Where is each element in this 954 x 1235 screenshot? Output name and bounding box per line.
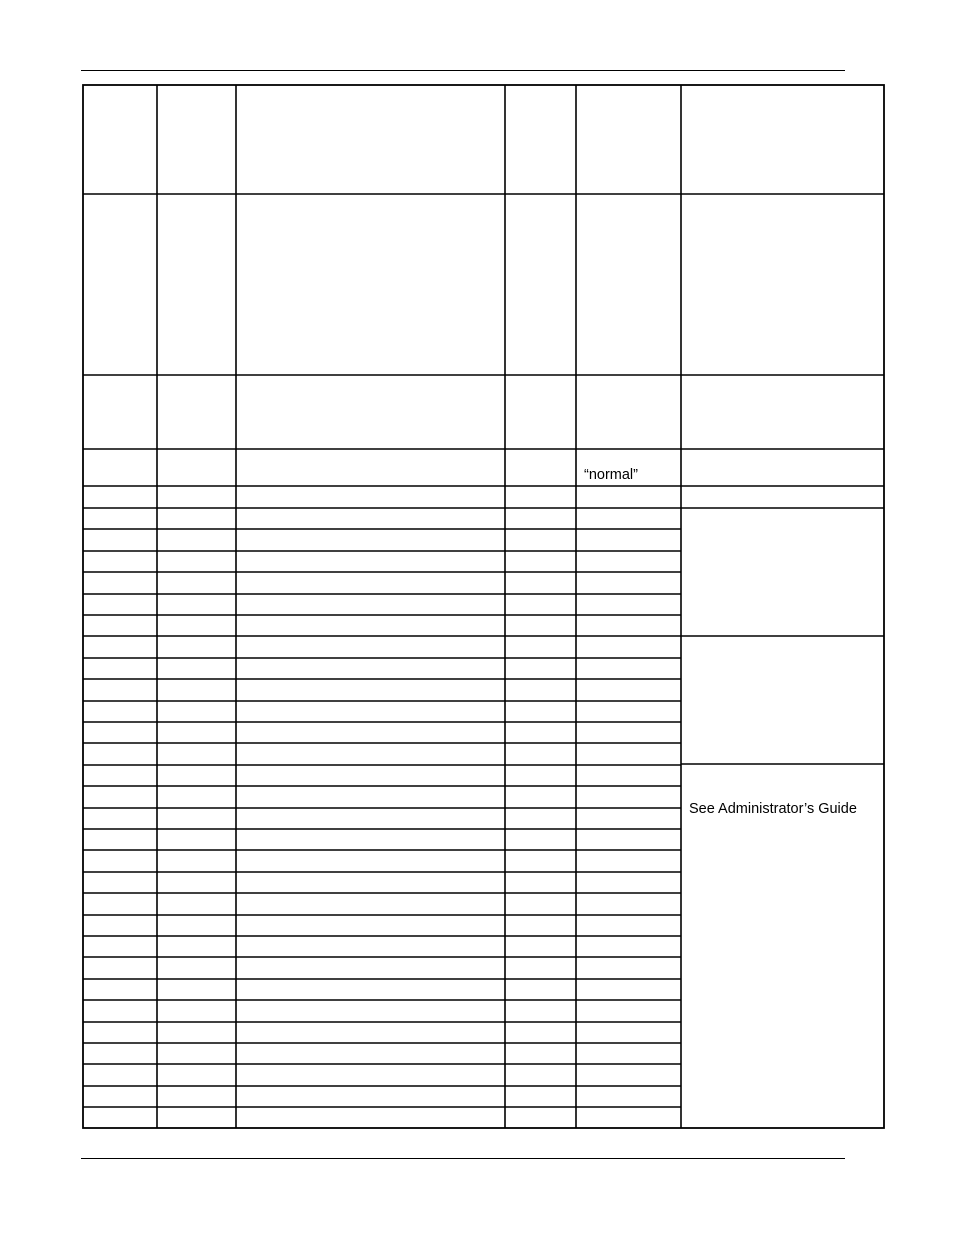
table-border (83, 85, 884, 1128)
cell-see-administrators-guide: See Administrator’s Guide (689, 801, 857, 817)
cell-normal-value: “normal” (584, 467, 638, 483)
